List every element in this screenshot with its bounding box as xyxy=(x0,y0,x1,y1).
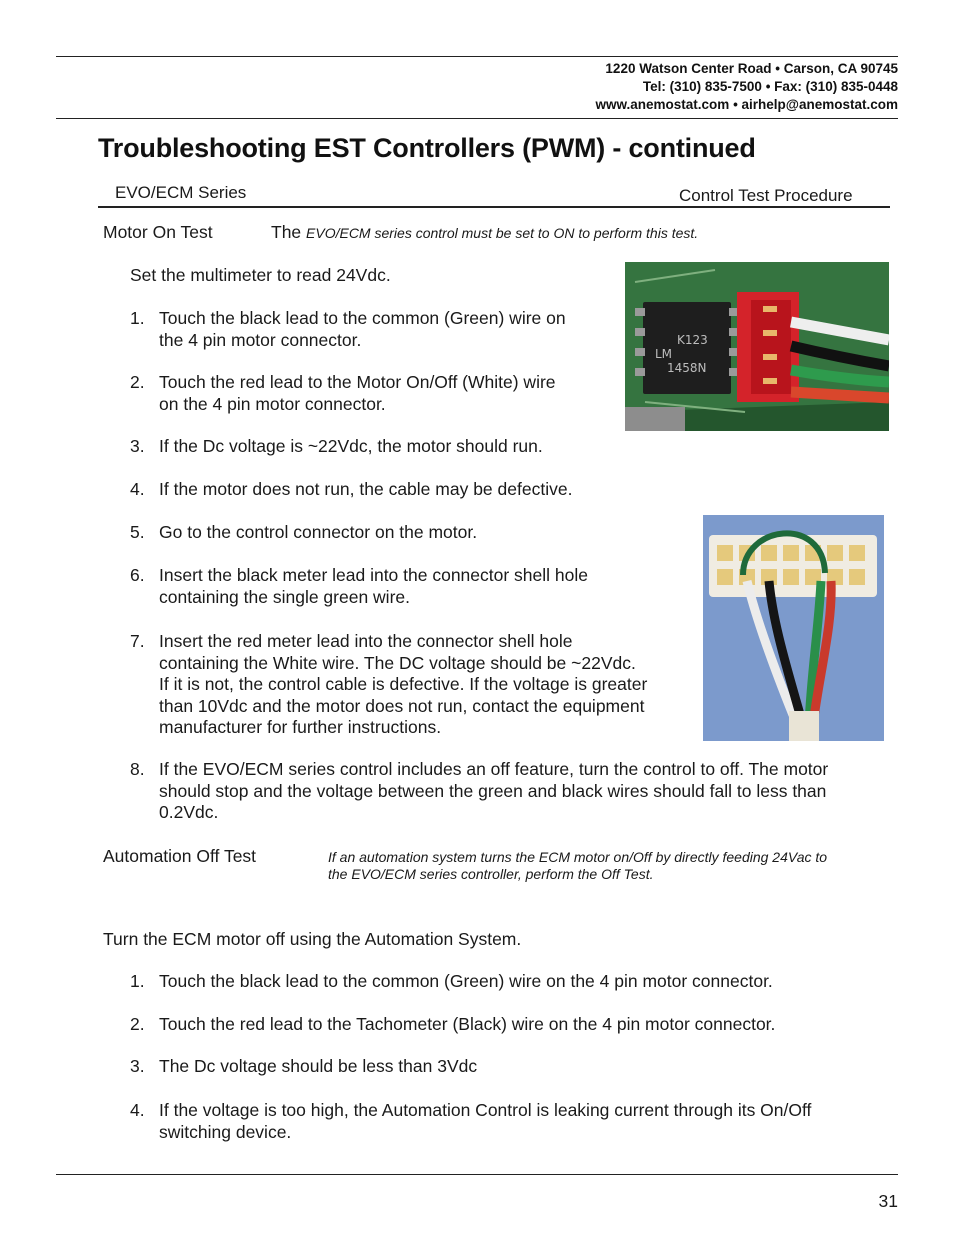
chip-marking-3: 1458N xyxy=(667,361,707,375)
page-title: Troubleshooting EST Controllers (PWM) - continued xyxy=(98,133,756,163)
step-text xyxy=(159,522,477,544)
section-subheader-right: Control Test Procedure xyxy=(679,186,853,205)
step-line: containing the single green wire. xyxy=(159,586,410,607)
step-line: the 4 pin motor connector. xyxy=(159,329,362,350)
step-line: Touch the red lead to the Tachometer (Black) wire on the 4 pin motor connector. xyxy=(159,1014,776,1034)
step-line: on the 4 pin motor connector. xyxy=(159,393,386,414)
step-number: 2. xyxy=(130,1014,145,1034)
step-line: manufacturer for further instructions. xyxy=(159,717,442,737)
step-number: 5. xyxy=(130,522,145,542)
motor-on-setup: Set the multimeter to read 24Vdc. xyxy=(130,265,391,285)
automation-off-test-label: Automation Off Test xyxy=(103,846,257,866)
step-text xyxy=(159,1056,477,1078)
motor-connector-photo xyxy=(703,515,884,741)
automation-off-setup: Turn the ECM motor off using the Automation System. xyxy=(103,929,522,949)
step-number: 2. xyxy=(130,372,145,392)
step-text xyxy=(159,372,556,415)
footer-rule xyxy=(56,1174,898,1175)
step-text xyxy=(159,759,828,824)
subheader-rule xyxy=(98,206,890,208)
automation-note-line: the EVO/ECM series controller, perform the Off Test. xyxy=(328,866,654,882)
header-bottom-rule xyxy=(56,118,898,119)
step-number: 7. xyxy=(130,631,145,651)
step-number: 1. xyxy=(130,971,145,991)
step-line: The Dc voltage should be less than 3Vdc xyxy=(159,1056,478,1076)
page-number: 31 xyxy=(878,1191,898,1211)
section-subheader-left: EVO/ECM Series xyxy=(115,183,247,202)
step-line: If the EVO/ECM series control includes an off feature, turn the control to off. The motor xyxy=(159,759,829,779)
step-number: 3. xyxy=(130,436,145,456)
step-text xyxy=(159,308,566,351)
step-line: Touch the red lead to the Motor On/Off (White) wire xyxy=(159,372,556,392)
step-line: switching device. xyxy=(159,1121,292,1142)
step-line: Touch the black lead to the common (Green) wire on the 4 pin motor connector. xyxy=(159,971,773,991)
step-line: 0.2Vdc. xyxy=(159,802,219,822)
step-text xyxy=(159,971,773,993)
step-number: 4. xyxy=(130,1100,145,1120)
step-number: 1. xyxy=(130,308,145,328)
step-number: 3. xyxy=(130,1056,145,1076)
step-text xyxy=(159,631,647,739)
phone-fax-line: Tel: (310) 835-7500 • Fax: (310) 835-0448 xyxy=(642,79,898,94)
step-text xyxy=(159,1014,775,1036)
automation-off-note xyxy=(328,849,827,883)
chip-marking-2: LM xyxy=(655,347,673,361)
step-text xyxy=(159,565,588,608)
step-line: should stop and the voltage between the green and black wires should fall to less than xyxy=(159,780,827,801)
step-number: 4. xyxy=(130,479,145,499)
step-line: If it is not, the control cable is defective. If the voltage is greater xyxy=(159,674,648,694)
intro-prefix: The xyxy=(271,222,302,242)
step-line: Insert the black meter lead into the connector shell hole xyxy=(159,565,588,585)
step-line: Go to the control connector on the motor. xyxy=(159,522,478,542)
step-line: If the voltage is too high, the Automation Control is leaking current through its On/Off xyxy=(159,1100,812,1120)
step-text xyxy=(159,1100,811,1143)
step-text xyxy=(159,436,543,458)
header-top-rule xyxy=(56,56,898,57)
web-email-line: www.anemostat.com • airhelp@anemostat.com xyxy=(595,97,898,112)
step-number: 6. xyxy=(130,565,145,585)
step-number: 8. xyxy=(130,759,145,779)
step-line: Touch the black lead to the common (Green) wire on xyxy=(159,308,566,328)
step-line: If the motor does not run, the cable may be defective. xyxy=(159,479,573,499)
pcb-connector-photo xyxy=(625,262,889,431)
step-line: If the Dc voltage is ~22Vdc, the motor should run. xyxy=(159,436,543,456)
step-line: containing the White wire. The DC voltage should be ~22Vdc. xyxy=(159,652,636,673)
company-address xyxy=(596,60,898,114)
automation-note-line: If an automation system turns the ECM motor on/Off by directly feeding 24Vac to xyxy=(328,849,828,865)
address-line: 1220 Watson Center Road • Carson, CA 90745 xyxy=(605,61,898,76)
step-text xyxy=(159,479,572,501)
step-line: Insert the red meter lead into the connector shell hole xyxy=(159,631,573,651)
motor-on-test-label: Motor On Test xyxy=(103,222,213,242)
step-line: than 10Vdc and the motor does not run, contact the equipment xyxy=(159,695,645,716)
chip-marking-1: K123 xyxy=(677,333,708,347)
intro-italic: EVO/ECM series control must be set to ON to perform this test. xyxy=(306,225,699,241)
motor-on-test-intro xyxy=(271,222,698,244)
